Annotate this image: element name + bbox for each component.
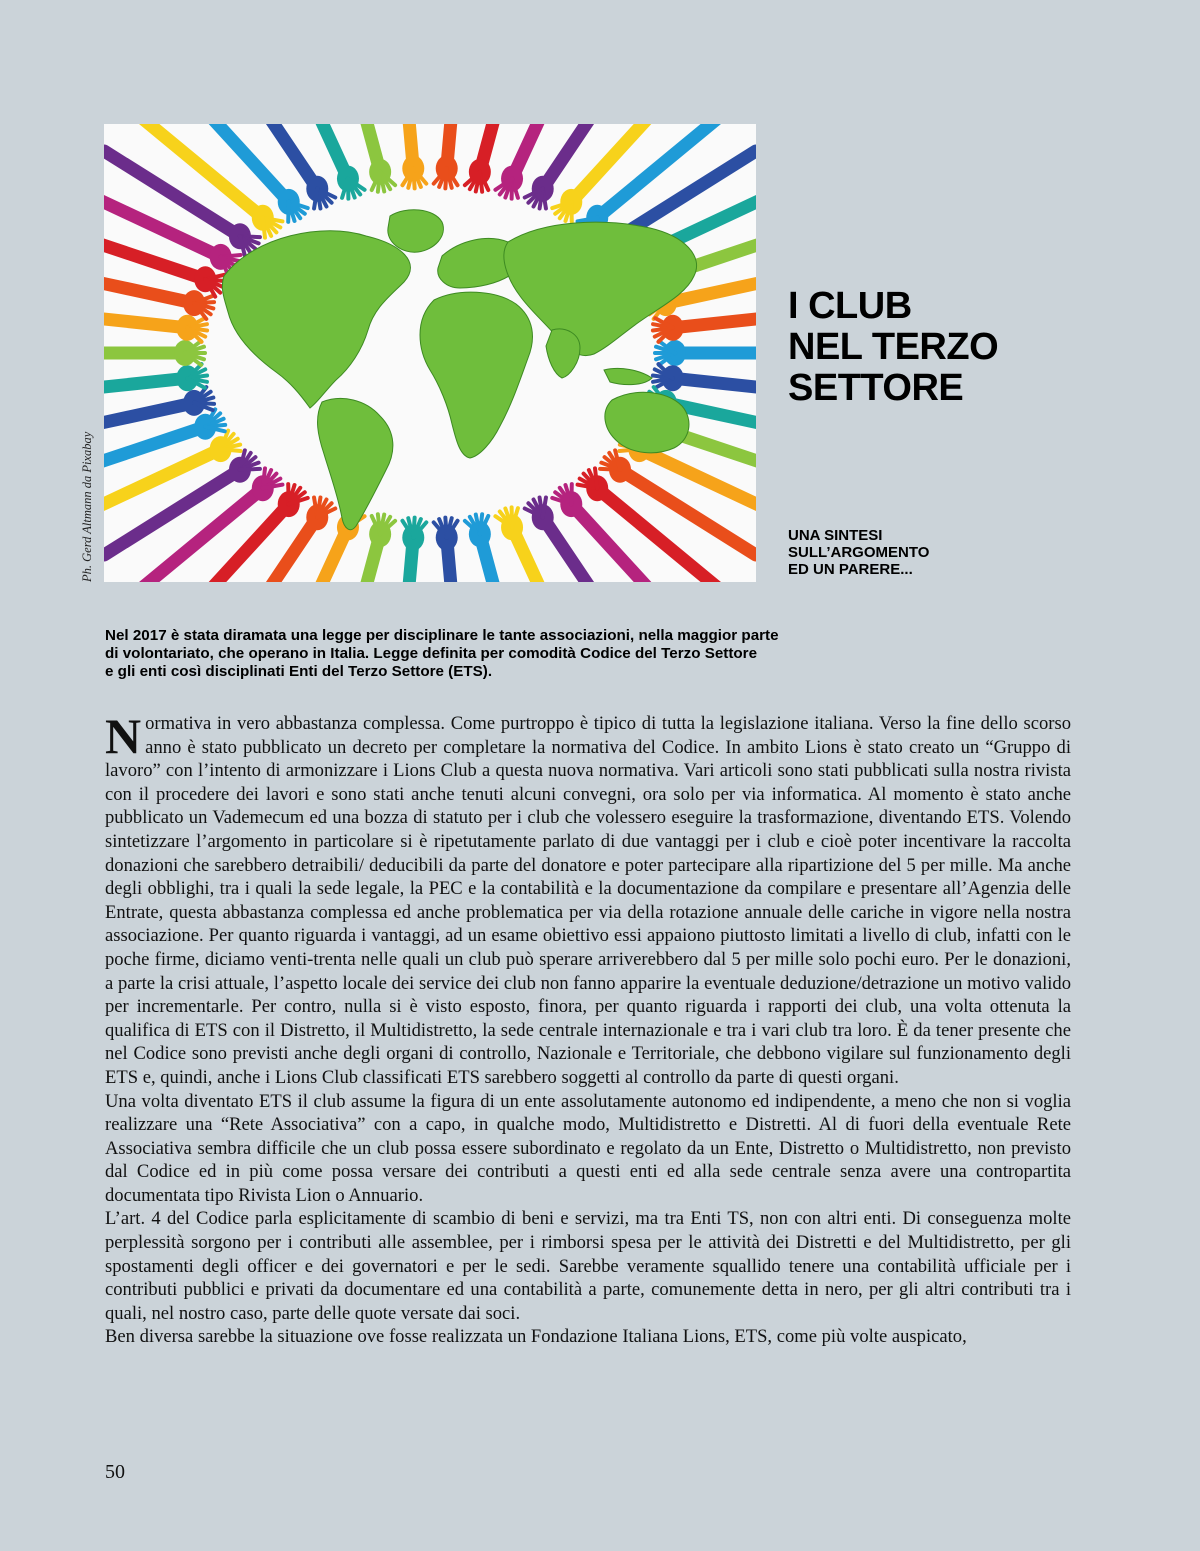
- title-line: NEL TERZO: [788, 326, 999, 368]
- subtitle-line: UNA SINTESI: [788, 527, 883, 544]
- article-body: [105, 708, 1071, 1349]
- arm-shape: [104, 470, 240, 555]
- photo-credit: Ph. Gerd Altmann da Pixabay: [80, 431, 94, 582]
- world-map-hands-illustration: [104, 124, 756, 582]
- lead-line: di volontariato, che operano in Italia. Legge definita per comodità Codice del Terzo Settore: [105, 645, 758, 662]
- finger-shape: [288, 202, 289, 222]
- world-map-icon: [222, 210, 696, 530]
- arm-shape: [104, 378, 187, 396]
- finger-shape: [263, 218, 265, 238]
- indonesia-islands: [604, 368, 652, 384]
- body-paragraph: Una volta diventato ETS il club assume la figura di un ente assolutamente autonomo ed indipendente, a meno che non si voglia realizzare una “Rete Associativa” con a capo, in qualche modo, Multidistretto e Distretti. Al di fuori della eventuale Rete Associativa sembra difficile che un club possa essere subordinato e regolato da un Ente, Distretto o Multidistretto, non previsto dal Codice ed in più come possa versare dei contributi a questi enti ed alla sede centrale senza avere una contropartita documentata tipo Rivista Lion o Annuario.: [105, 1090, 1071, 1206]
- drop-cap: N: [105, 708, 142, 764]
- finger-shape: [571, 484, 572, 504]
- page-number: 50: [105, 1461, 125, 1483]
- lead-line: e gli enti così disciplinati Enti del Terzo Settore (ETS).: [105, 663, 493, 680]
- body-paragraph: L’art. 4 del Codice parla esplicitamente di scambio di beni e servizi, ma tra Enti TS, non con altri enti. Di conseguenza molte perplessità sorgono per i contributi alle assemblee, per i rimborsi spesa per le attività dei Distretti e del Multidistretto, per gli spostamenti degli officer e dei governatori e per le sedi. Sarebbe veramente squallido tenere una contabilità ufficiale per i contributi pubblici e privati da documentare ed una contabilità a parte, comunemente detta in nero, per gli altri contributi tra i quali, nel nostro caso, parte delle quote versate dai soci.: [105, 1208, 1071, 1324]
- arm-shape: [597, 488, 716, 582]
- article-subtitle: [788, 527, 1168, 578]
- finger-shape: [595, 468, 597, 488]
- article-title: [788, 286, 1168, 409]
- australia-continent: [605, 392, 689, 453]
- arm-shape: [143, 488, 262, 582]
- lead-line: Nel 2017 è stata diramata una legge per disciplinare le tante associazioni, nella maggior parte: [105, 627, 779, 644]
- india-peninsula: [546, 329, 580, 378]
- arm-shape: [104, 309, 187, 327]
- paragraph-text: ormativa in vero abbastanza complessa. Come purtroppo è tipico di tutta la legislazione italiana. Verso la fine dello scorso anno è stato pubblicato un decreto per completare la normativa del Codice. In ambito Lions è stato creato un “Gruppo di lavoro” con l’intento di armonizzare i Lions Club a questa nuova normativa. Vari articoli sono stati pubblicati sulla nostra rivista con il procedere dei lavori e sono stati anche tenuti alcuni convegni, ora solo per via informatica. Al momento è stato anche pubblicato un Vademecum ed una bozza di statuto per i club che volessero eseguire la trasformazione, diventando ETS. Volendo sintetizzare l’argomento in particolare si è ripetutamente parlato di due vantaggi per i club e cioè poter incentivare la raccolta donazioni che sarebbero detraibili/ deducibili da parte del donatore e poter partecipare alla ripartizione del 5 per mille. Ma anche degli obblighi, tra i quali la sede legale, la PEC e la contabilità e la documentazione da compilare e presentare all’Agenzia delle Entrate, questa abbastanza complessa ed anche problematica per via della rotazione annuale delle cariche in vigore nella nostra associazione. Per quanto riguarda i vantaggi, ad un esame obiettivo essi appaiono piuttosto limitati a livello di club, infatti con le poche firme, diciamo venti-trenta nelle quali un club può sperare arriverebbero dal 5 per mille solo pochi euro. Per le donazioni, a parte la crisi attuale, l’aspetto locale dei service dei club non fanno apparire la eventuale deduzione/detrazione un motivo valido per incrementarle. Per contro, nulla si è visto esposto, finora, per quanto riguarda i rapporti dei club, una volta ottenuta la qualifica di ETS con il Distretto, il Multidistretto, la sede centrale internazionale e tra i vari club tra loro. È da tener presente che nel Codice sono previsti anche degli organi di controllo, Nazionale e Territoriale, che debbono vigilare sul funzionamento degli ETS e, quindi, anche i Lions Club classificati ETS sarebbero soggetti al controllo da parte di questi organi.: [105, 713, 1071, 1088]
- finger-shape: [221, 449, 241, 451]
- subtitle-line: ED UN PARERE...: [788, 561, 913, 578]
- arm-shape: [104, 226, 205, 280]
- arm-shape: [620, 151, 756, 236]
- arm-shape: [620, 470, 756, 555]
- arm-shape: [104, 151, 240, 236]
- title-line: I CLUB: [788, 285, 912, 327]
- finger-shape: [240, 469, 260, 470]
- africa-continent: [420, 292, 532, 458]
- arm-shape: [143, 124, 262, 218]
- body-paragraph: Ben diversa sarebbe la situazione ove fosse realizzata un Fondazione Italiana Lions, ETS, come più volte auspicato,: [105, 1326, 967, 1348]
- arm-shape: [597, 124, 716, 218]
- article-lead: [105, 627, 985, 681]
- north-america-continent: [222, 231, 410, 408]
- title-line: SETTORE: [788, 367, 964, 409]
- greenland-island: [388, 210, 444, 252]
- body-paragraph: [105, 708, 1071, 1090]
- arm-shape: [673, 378, 756, 396]
- arm-shape: [104, 427, 205, 481]
- subtitle-line: SULL’ARGOMENTO: [788, 544, 930, 561]
- world-map-hands-image: [104, 124, 756, 582]
- arm-shape: [673, 309, 756, 327]
